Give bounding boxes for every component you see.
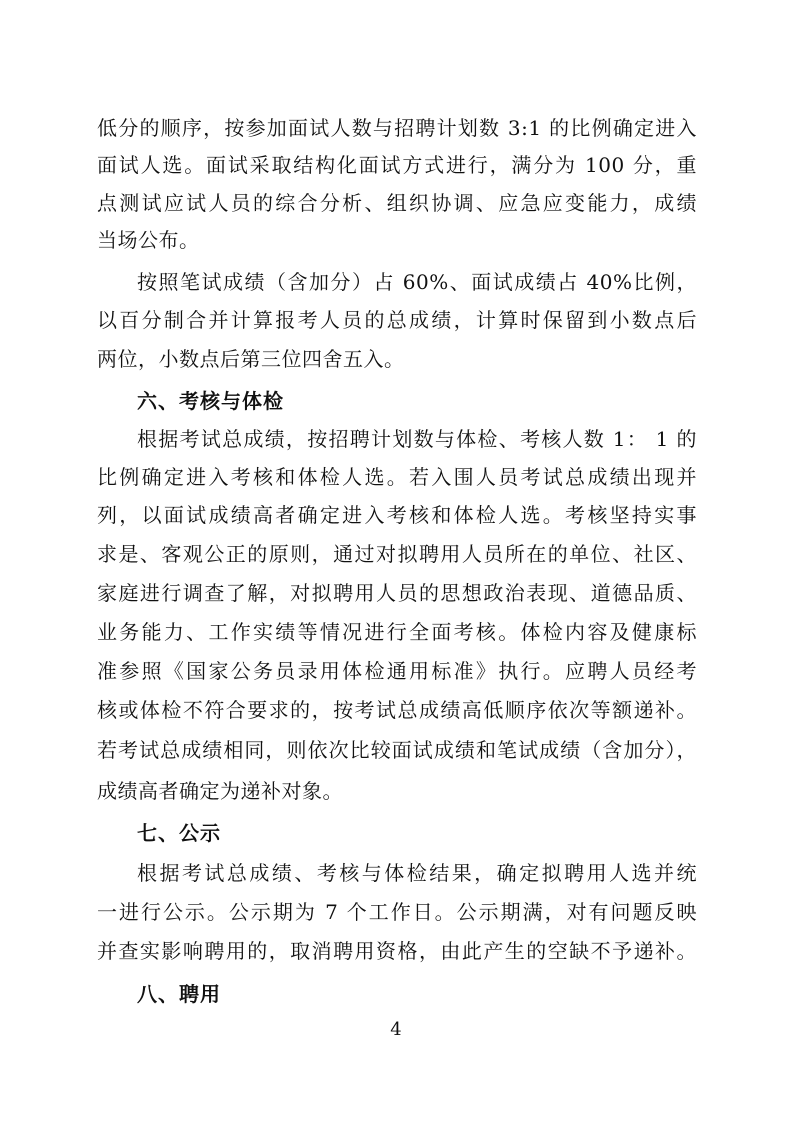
paragraph-line: 列，以面试成绩高者确定进入考核和体检人选。考核坚持实事 (97, 503, 697, 527)
paragraph-line: 面试人选。面试采取结构化面试方式进行，满分为 100 分，重 (97, 153, 697, 177)
section-heading: 七、公示 (137, 821, 221, 845)
paragraph-line: 当场公布。 (97, 228, 200, 252)
paragraph-line: 按照笔试成绩（含加分）占 60%、面试成绩占 40%比例， (137, 270, 697, 294)
paragraph-line: 成绩高者确定为递补对象。 (97, 779, 343, 803)
paragraph-line: 比例确定进入考核和体检人选。若入围人员考试总成绩出现并 (97, 465, 697, 489)
paragraph-line: 准参照《国家公务员录用体检通用标准》执行。应聘人员经考 (97, 659, 697, 683)
paragraph-line: 业务能力、工作实绩等情况进行全面考核。体检内容及健康标 (97, 620, 697, 644)
paragraph-line: 两位，小数点后第三位四舍五入。 (97, 347, 405, 371)
section-heading: 六、考核与体检 (137, 389, 284, 413)
paragraph-line: 一进行公示。公示期为 7 个工作日。公示期满，对有问题反映 (97, 900, 697, 924)
section-heading: 八、聘用 (137, 982, 221, 1006)
paragraph-line: 求是、客观公正的原则，通过对拟聘用人员所在的单位、社区、 (97, 542, 697, 566)
paragraph-line: 并查实影响聘用的，取消聘用资格，由此产生的空缺不予递补。 (97, 939, 697, 963)
paragraph-line: 家庭进行调查了解，对拟聘用人员的思想政治表现、道德品质、 (97, 581, 697, 605)
paragraph-line: 点测试应试人员的综合分析、组织协调、应急应变能力，成绩 (97, 191, 697, 215)
paragraph-line: 以百分制合并计算报考人员的总成绩，计算时保留到小数点后 (97, 308, 697, 332)
paragraph-line: 低分的顺序，按参加面试人数与招聘计划数 3:1 的比例确定进入 (97, 116, 697, 140)
paragraph-line: 核或体检不符合要求的，按考试总成绩高低顺序依次等额递补。 (97, 698, 697, 722)
paragraph-line: 根据考试总成绩、考核与体检结果，确定拟聘用人选并统 (137, 861, 697, 885)
paragraph-line: 根据考试总成绩，按招聘计划数与体检、考核人数 1： 1 的 (137, 427, 697, 451)
paragraph-line: 若考试总成绩相同，则依次比较面试成绩和笔试成绩（含加分）， (97, 738, 697, 762)
page-number: 4 (390, 1019, 402, 1040)
